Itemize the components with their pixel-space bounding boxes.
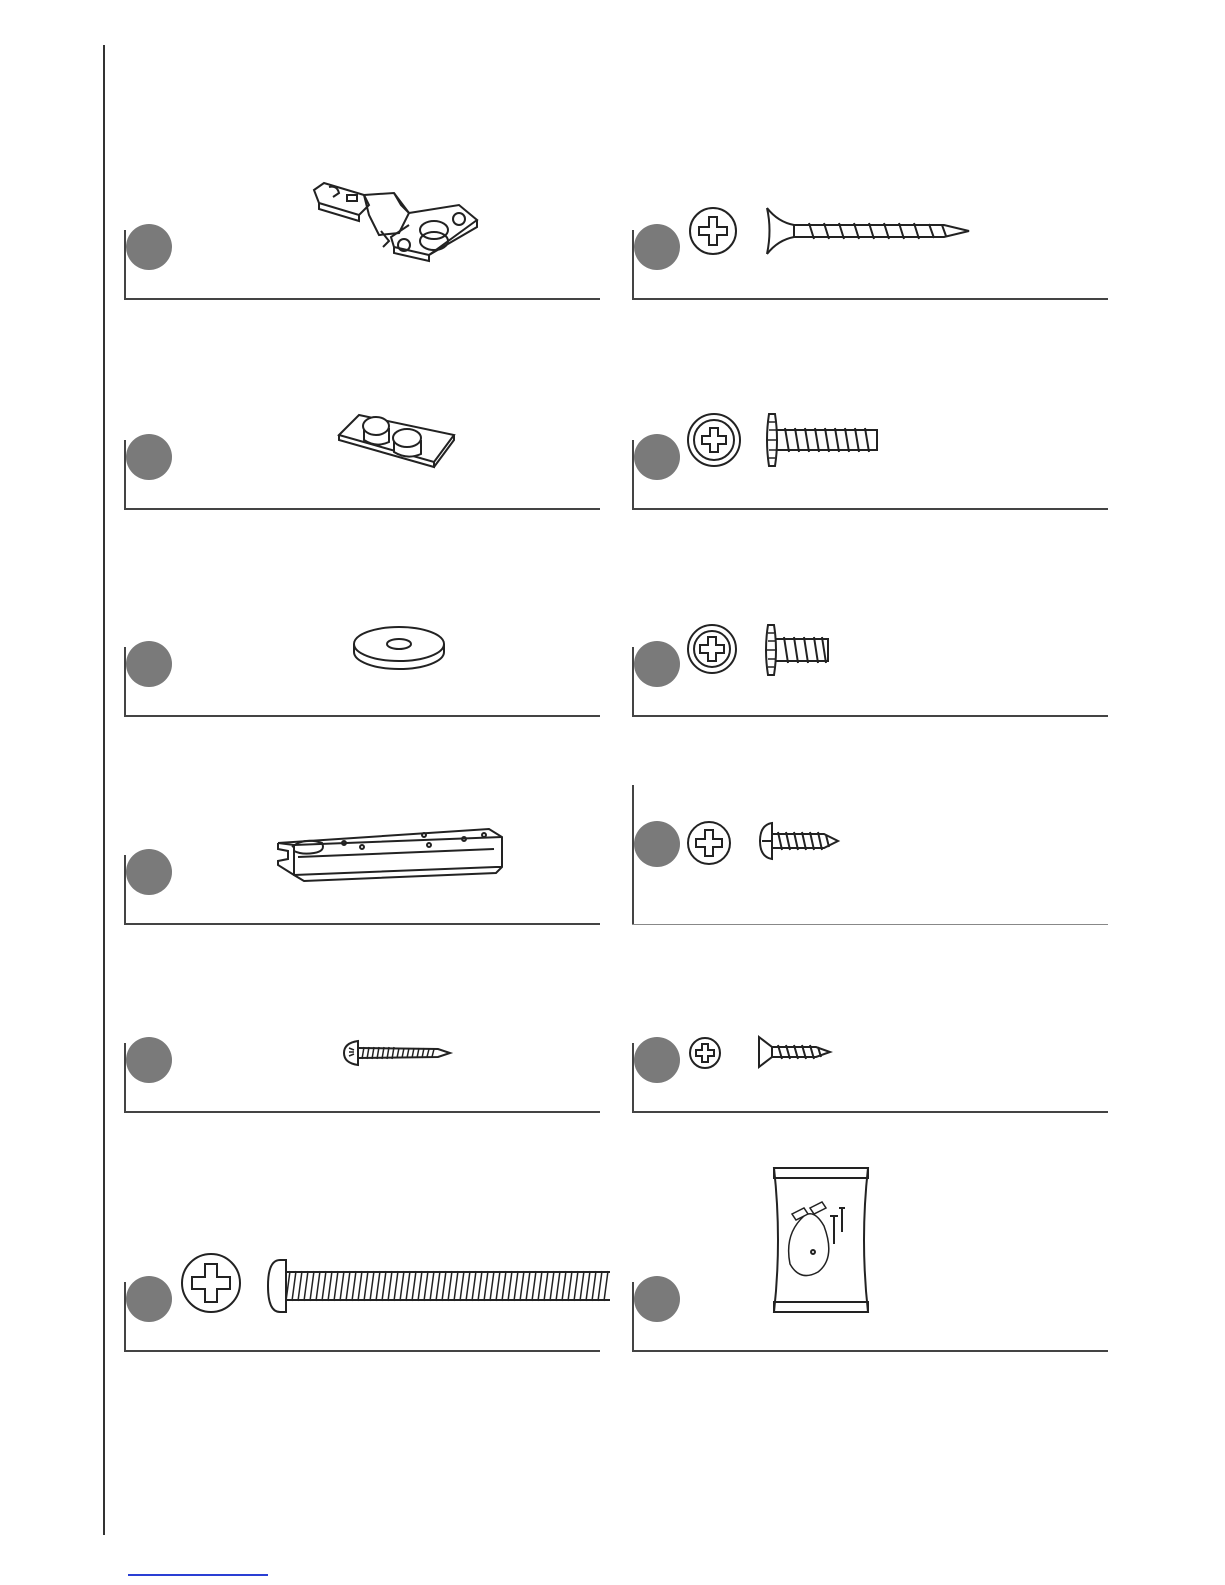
item-number-badge bbox=[126, 1037, 172, 1083]
hardware-item-hinge bbox=[124, 160, 600, 300]
hardware-item-washer-head-screw bbox=[632, 370, 1108, 510]
item-number-badge bbox=[126, 641, 172, 687]
item-number-badge bbox=[634, 1037, 680, 1083]
item-number-badge bbox=[634, 641, 680, 687]
flat-head-screw-icon bbox=[756, 1035, 834, 1069]
phillips-drive-icon bbox=[688, 1036, 722, 1070]
hardware-item-truss-screw bbox=[124, 973, 600, 1113]
item-frame-bottom bbox=[632, 715, 1108, 717]
hardware-item-long-screw bbox=[632, 160, 1108, 300]
bumper-pads-icon bbox=[334, 400, 459, 475]
washer-head-screw-icon bbox=[765, 412, 885, 468]
item-number-badge bbox=[126, 1276, 172, 1322]
mounting-plate-icon bbox=[274, 823, 509, 888]
item-number-badge bbox=[634, 224, 680, 270]
item-frame-bottom bbox=[632, 924, 1108, 925]
phillips-drive-icon bbox=[688, 206, 738, 256]
item-frame-bottom bbox=[632, 298, 1108, 300]
footer-link-underline[interactable] bbox=[128, 1574, 268, 1576]
concealed-hinge-icon bbox=[309, 175, 484, 265]
item-frame-bottom bbox=[632, 1111, 1108, 1113]
item-number-badge bbox=[634, 821, 680, 867]
phillips-drive-icon bbox=[686, 623, 738, 675]
hardware-item-short-screw bbox=[632, 577, 1108, 717]
item-number-badge bbox=[126, 434, 172, 480]
truss-head-screw-icon bbox=[342, 1038, 454, 1068]
item-number-badge bbox=[126, 224, 172, 270]
item-frame-bottom bbox=[124, 298, 600, 300]
item-frame-bottom bbox=[632, 508, 1108, 510]
item-number-badge bbox=[634, 434, 680, 480]
hardware-item-cable-tie-packet bbox=[632, 1212, 1108, 1352]
short-washer-head-screw-icon bbox=[764, 623, 834, 677]
hardware-item-mounting-plate bbox=[124, 785, 600, 925]
item-frame-bottom bbox=[632, 1350, 1108, 1352]
phillips-drive-icon bbox=[686, 820, 732, 866]
item-frame-bottom bbox=[124, 508, 600, 510]
cable-tie-packet-icon bbox=[764, 1164, 879, 1316]
item-frame-bottom bbox=[124, 1350, 600, 1352]
long-wood-screw-icon bbox=[764, 206, 974, 256]
item-frame-bottom bbox=[124, 715, 600, 717]
machine-bolt-icon bbox=[266, 1256, 612, 1316]
item-frame-left bbox=[632, 785, 634, 925]
phillips-drive-icon bbox=[180, 1252, 242, 1314]
phillips-drive-icon bbox=[686, 412, 742, 468]
item-frame-bottom bbox=[124, 923, 600, 925]
item-number-badge bbox=[634, 1276, 680, 1322]
pan-head-screw-icon bbox=[758, 821, 844, 861]
hardware-item-pan-head-screw bbox=[632, 785, 1108, 925]
hardware-item-machine-bolt bbox=[124, 1212, 600, 1352]
hardware-item-bumper-pads bbox=[124, 370, 600, 510]
item-number-badge bbox=[126, 849, 172, 895]
page-margin-line bbox=[103, 45, 105, 1535]
hardware-item-washer bbox=[124, 577, 600, 717]
flat-washer-icon bbox=[352, 622, 447, 672]
item-frame-bottom bbox=[124, 1111, 600, 1113]
hardware-item-flat-head-screw bbox=[632, 973, 1108, 1113]
